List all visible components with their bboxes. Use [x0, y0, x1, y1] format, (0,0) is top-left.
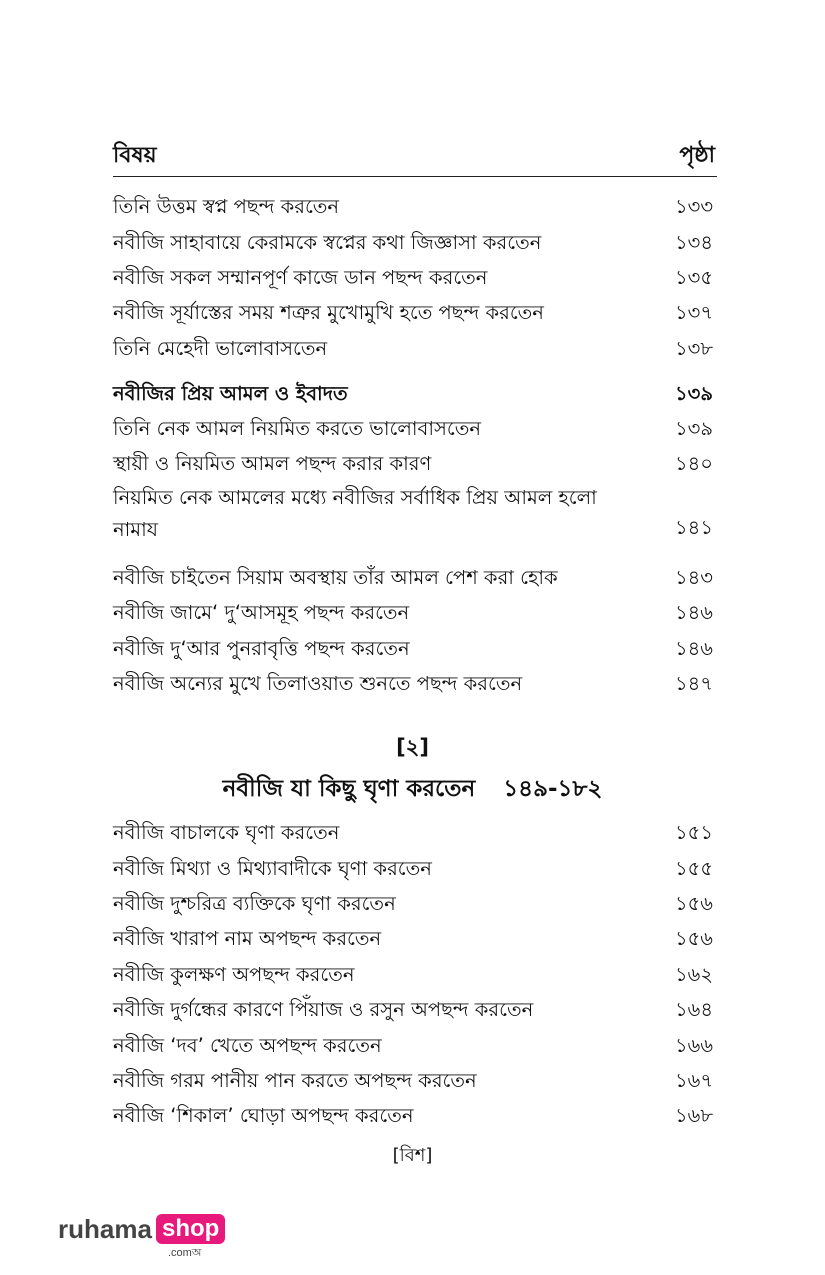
toc-entry-title: নবীজি মিথ্যা ও মিথ্যাবাদীকে ঘৃণা করতেন — [113, 857, 432, 880]
toc-entry-page: ১৩৩ — [674, 195, 713, 218]
toc-entry — [113, 563, 717, 593]
toc-entry-page: ১৩৭ — [674, 301, 713, 324]
section-number: [২] — [396, 735, 429, 759]
toc-entry-page: ১৫৬ — [675, 927, 713, 950]
toc-entry-page: ১৬৬ — [674, 1034, 713, 1057]
toc-entry-page: ১৫৫ — [675, 857, 713, 880]
section-page-range: ১৪৯-১৮২ — [503, 776, 603, 802]
subject-heading: বিষয় — [113, 143, 157, 168]
toc-entry — [113, 924, 717, 954]
toc-entry-title: নবীজি সাহাবায়ে কেরামকে স্বপ্নের কথা জিজ্ঞাসা করতেন — [113, 231, 542, 254]
toc-entry — [113, 1066, 717, 1096]
toc-entry-title: নবীজি সূর্যাস্তের সময় শত্রুর মুখোমুখি হতে পছন্দ করতেন — [113, 301, 544, 324]
toc-entry-page: ১৩৪ — [675, 231, 713, 254]
toc-entry-title: তিনি নেক আমল নিয়মিত করতে ভালোবাসতেন — [113, 417, 481, 440]
toc-entry — [113, 228, 717, 258]
toc-entry-page: ১৪৬ — [675, 637, 713, 660]
toc-entry — [113, 298, 717, 328]
logo-word: ruhama — [58, 1214, 152, 1244]
toc-entry — [113, 1031, 717, 1061]
toc-entry-title: নবীজি দুর্গন্ধের কারণে পিঁয়াজ ও রসুন অপছন্দ করতেন — [113, 998, 534, 1021]
toc-entry-title: নবীজি ‘দব’ খেতে অপছন্দ করতেন — [113, 1034, 382, 1057]
toc-entry-title: নবীজি সকল সম্মানপূর্ণ কাজে ডান পছন্দ করতেন — [113, 266, 488, 289]
toc-entry-page: ১৬৪ — [675, 998, 713, 1021]
toc-entry-page: ১৩৮ — [675, 337, 713, 360]
toc-entry — [113, 414, 717, 444]
toc-entry — [113, 669, 717, 699]
toc-entry-page: ১৩৯ — [675, 417, 713, 440]
toc-entry — [113, 960, 717, 990]
toc-entry-title: নবীজি দুশ্চরিত্র ব্যক্তিকে ঘৃণা করতেন — [113, 892, 396, 915]
toc-header — [113, 136, 717, 177]
toc-entry-page: ১৩৯ — [675, 382, 713, 405]
toc-entry-title: নবীজি খারাপ নাম অপছন্দ করতেন — [113, 927, 382, 950]
section-title-line — [0, 770, 825, 809]
toc-entry-page: ১৬৮ — [675, 1104, 713, 1127]
toc-entry-page: ১৫১ — [675, 821, 713, 844]
toc-section-heading — [113, 379, 717, 409]
toc-entry — [113, 192, 717, 222]
toc-entry-title: নবীজি দু‘আর পুনরাবৃত্তি পছন্দ করতেন — [113, 637, 410, 660]
toc-entry-page: ১৪১ — [675, 516, 713, 539]
toc-entry-page: ১৪০ — [675, 452, 713, 475]
logo-domain: .comঅ — [168, 1247, 202, 1259]
toc-entry — [113, 1101, 717, 1131]
toc-entry-title: তিনি মেহেদী ভালোবাসতেন — [113, 337, 328, 360]
section-title: নবীজি যা কিছু ঘৃণা করতেন — [222, 776, 476, 802]
toc-entry-title: স্থায়ী ও নিয়মিত আমল পছন্দ করার কারণ — [113, 452, 432, 475]
toc-entry — [113, 889, 717, 919]
toc-entry — [113, 482, 717, 546]
toc-entry — [113, 995, 717, 1025]
toc-entry-title: নবীজির প্রিয় আমল ও ইবাদত — [113, 382, 348, 405]
toc-entry-page: ১৬৭ — [674, 1069, 713, 1092]
toc-entry-title: নবীজি জামে‘ দু‘আসমূহ পছন্দ করতেন — [113, 601, 410, 624]
toc-entry-page: ১৪৬ — [675, 601, 713, 624]
toc-entry-title: নবীজি গরম পানীয় পান করতে অপছন্দ করতেন — [113, 1069, 477, 1092]
toc-entry — [113, 449, 717, 479]
page-folio: [বিশ] — [392, 1145, 433, 1166]
toc-entry-title: নবীজি বাচালকে ঘৃণা করতেন — [113, 821, 340, 844]
toc-entry-title: নবীজি চাইতেন সিয়াম অবস্থায় তাঁর আমল পেশ করা হোক — [113, 566, 558, 589]
toc-entry — [113, 818, 717, 848]
toc-entry-title: তিনি উত্তম স্বপ্ন পছন্দ করতেন — [113, 195, 340, 218]
toc-entry-title: নবীজি অন্যের মুখে তিলাওয়াত শুনতে পছন্দ করতেন — [113, 672, 523, 695]
logo-badge: shop — [156, 1214, 225, 1244]
toc-entry-page: ১৪৭ — [675, 672, 713, 695]
toc-entry-title: নিয়মিত নেক আমলের মধ্যে নবীজির সর্বাধিক প্রিয় আমল হলো নামায — [113, 486, 597, 541]
page-heading: পৃষ্ঠা — [679, 143, 715, 168]
ruhama-shop-logo — [58, 1214, 238, 1262]
toc-entry — [113, 634, 717, 664]
toc-entry — [113, 598, 717, 628]
toc-entry-page: ১৬২ — [674, 963, 713, 986]
toc-entry-title: নবীজি ‘শিকাল’ ঘোড়া অপছন্দ করতেন — [113, 1104, 414, 1127]
toc-entry-page: ১৩৫ — [675, 266, 713, 289]
toc-entry — [113, 334, 717, 364]
toc-entry-page: ১৪৩ — [675, 566, 713, 589]
toc-entry-title: নবীজি কুলক্ষণ অপছন্দ করতেন — [113, 963, 355, 986]
toc-entry — [113, 263, 717, 293]
toc-entry-page: ১৫৬ — [675, 892, 713, 915]
toc-entry — [113, 854, 717, 884]
